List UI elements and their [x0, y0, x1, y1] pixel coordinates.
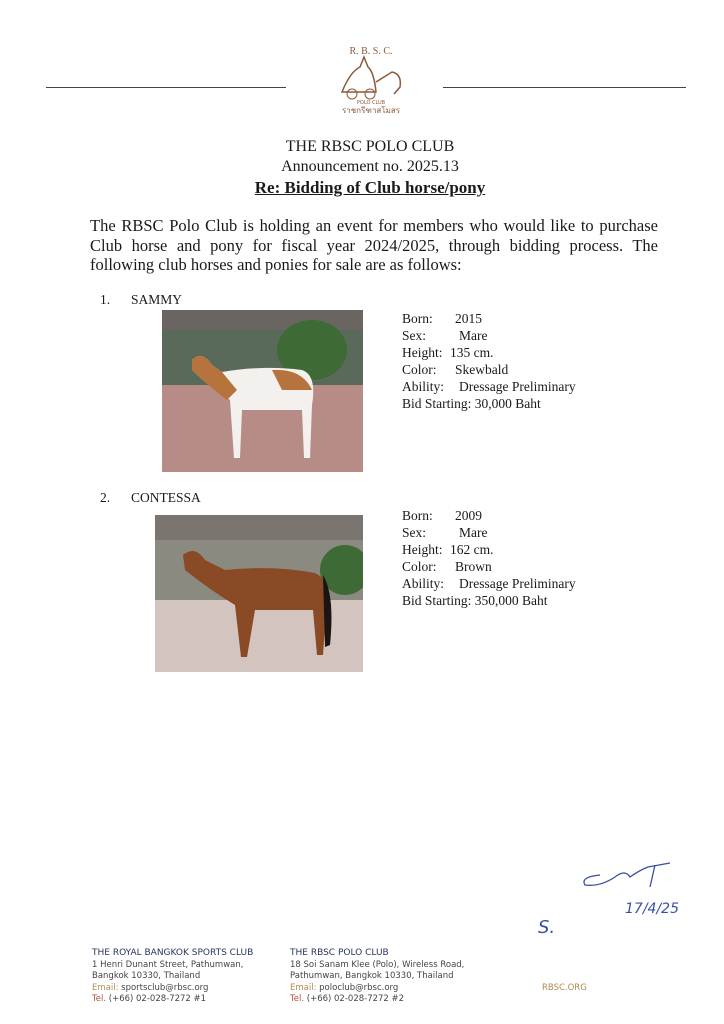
- color-value: Skewbald: [455, 362, 509, 377]
- tel-value: (+66) 02-028-7272 #1: [108, 994, 207, 1004]
- sex-label: Sex:: [402, 525, 427, 540]
- bid-label: Bid Starting:: [402, 396, 472, 411]
- svg-text:R. B. S. C.: R. B. S. C.: [349, 46, 393, 57]
- email-link[interactable]: sportsclub@rbsc.org: [121, 982, 209, 993]
- announcement-number: Announcement no. 2025.13: [281, 158, 459, 175]
- footer-address-line: 1 Henri Dunant Street, Pathumwan,: [92, 959, 244, 970]
- sex-value: Mare: [459, 525, 488, 540]
- footer-address-line: 18 Soi Sanam Klee (Polo), Wireless Road,: [290, 959, 465, 970]
- org-title: THE RBSC POLO CLUB: [285, 138, 455, 155]
- website-link[interactable]: RBSC.ORG: [542, 983, 587, 993]
- horse-photo-sammy: [162, 310, 363, 472]
- footer-polo-club: [290, 948, 464, 1006]
- item-number: 1.: [100, 292, 111, 307]
- bid-value: 350,000 Baht: [474, 593, 548, 608]
- horse-name: SAMMY: [131, 292, 183, 307]
- height-value: 135 cm.: [450, 345, 494, 360]
- email-label: Email:: [92, 982, 119, 993]
- tel-label: Tel.: [92, 994, 107, 1004]
- svg-text:ราชกรีฑาสโมสร: ราชกรีฑาสโมสร: [341, 106, 401, 115]
- bid-value: 30,000 Baht: [474, 396, 541, 411]
- header-rule-right: [443, 87, 686, 88]
- ability-label: Ability:: [402, 379, 445, 394]
- born-value: 2009: [455, 508, 482, 523]
- svg-text:17/4/25: 17/4/25: [625, 901, 679, 917]
- rbsc-polo-club-logo: [330, 42, 412, 120]
- sex-label: Sex:: [402, 328, 427, 343]
- footer-title: THE ROYAL BANGKOK SPORTS CLUB: [92, 948, 254, 958]
- item-number: 2.: [100, 490, 111, 505]
- intro-paragraph: The RBSC Polo Club is holding an event for members who would like to purchase Club horse and pony for fiscal year 2024/2025, through bidding process. The following club horses and ponies for sale are as follows:: [90, 216, 658, 274]
- height-label: Height:: [402, 542, 443, 557]
- sex-value: Mare: [459, 328, 488, 343]
- born-label: Born:: [402, 508, 433, 523]
- footer-address-line: Bangkok 10330, Thailand: [92, 971, 201, 981]
- height-value: 162 cm.: [450, 542, 494, 557]
- header-rule-left: [46, 87, 286, 88]
- horse-name: CONTESSA: [131, 490, 201, 505]
- footer-sports-club: [92, 948, 253, 1006]
- subject-line: Re: Bidding of Club horse/pony: [254, 178, 486, 197]
- footer-title: THE RBSC POLO CLUB: [290, 948, 389, 958]
- color-label: Color:: [402, 559, 437, 574]
- horse-details-sammy: [402, 310, 576, 412]
- born-value: 2015: [455, 311, 482, 326]
- email-link[interactable]: poloclub@rbsc.org: [319, 982, 399, 993]
- bid-label: Bid Starting:: [402, 593, 472, 608]
- height-label: Height:: [402, 345, 443, 360]
- footer-address-line: Pathumwan, Bangkok 10330, Thailand: [290, 971, 454, 981]
- svg-text:S.: S.: [538, 917, 556, 938]
- ability-value: Dressage Preliminary: [459, 576, 576, 591]
- ability-label: Ability:: [402, 576, 445, 591]
- handwritten-signature: [530, 855, 700, 940]
- svg-text:POLO CLUB: POLO CLUB: [356, 100, 386, 106]
- horse-details-contessa: [402, 507, 576, 609]
- horse-photo-contessa: [155, 515, 363, 672]
- tel-value: (+66) 02-028-7272 #2: [306, 994, 405, 1004]
- born-label: Born:: [402, 311, 433, 326]
- color-value: Brown: [455, 559, 492, 574]
- tel-label: Tel.: [290, 994, 305, 1004]
- ability-value: Dressage Preliminary: [459, 379, 576, 394]
- email-label: Email:: [290, 982, 317, 993]
- color-label: Color:: [402, 362, 437, 377]
